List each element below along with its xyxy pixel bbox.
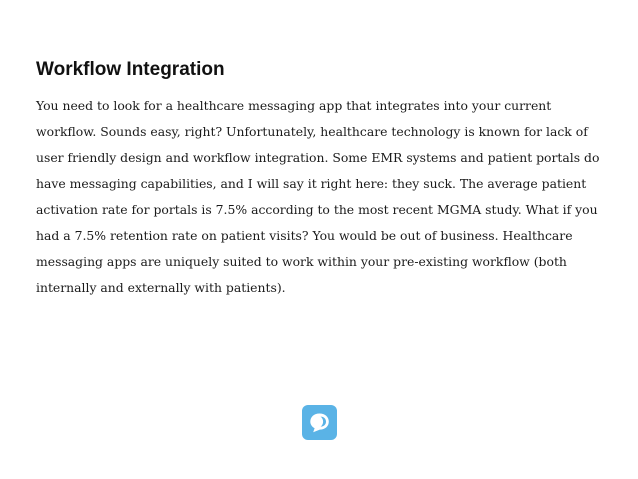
body-line: activation rate for portals is 7.5% according to the most recent MGMA study. What if you xyxy=(36,202,598,217)
body-line: You need to look for a healthcare messaging app that integrates into your current xyxy=(36,98,552,113)
chat-bubble-logo-icon xyxy=(302,405,337,440)
body-paragraph xyxy=(36,93,604,301)
body-line: messaging apps are uniquely suited to work within your pre-existing workflow (both xyxy=(36,254,567,269)
body-line: had a 7.5% retention rate on patient visits? You would be out of business. Healthcare xyxy=(36,228,573,243)
body-line: have messaging capabilities, and I will say it right here: they suck. The average patient xyxy=(36,176,587,191)
body-line: workflow. Sounds easy, right? Unfortunately, healthcare technology is known for lack of xyxy=(36,124,588,139)
body-line: user friendly design and workflow integration. Some EMR systems and patient portals do xyxy=(36,150,600,165)
page-title: Workflow Integration xyxy=(36,59,225,80)
body-line: internally and externally with patients). xyxy=(36,280,286,295)
